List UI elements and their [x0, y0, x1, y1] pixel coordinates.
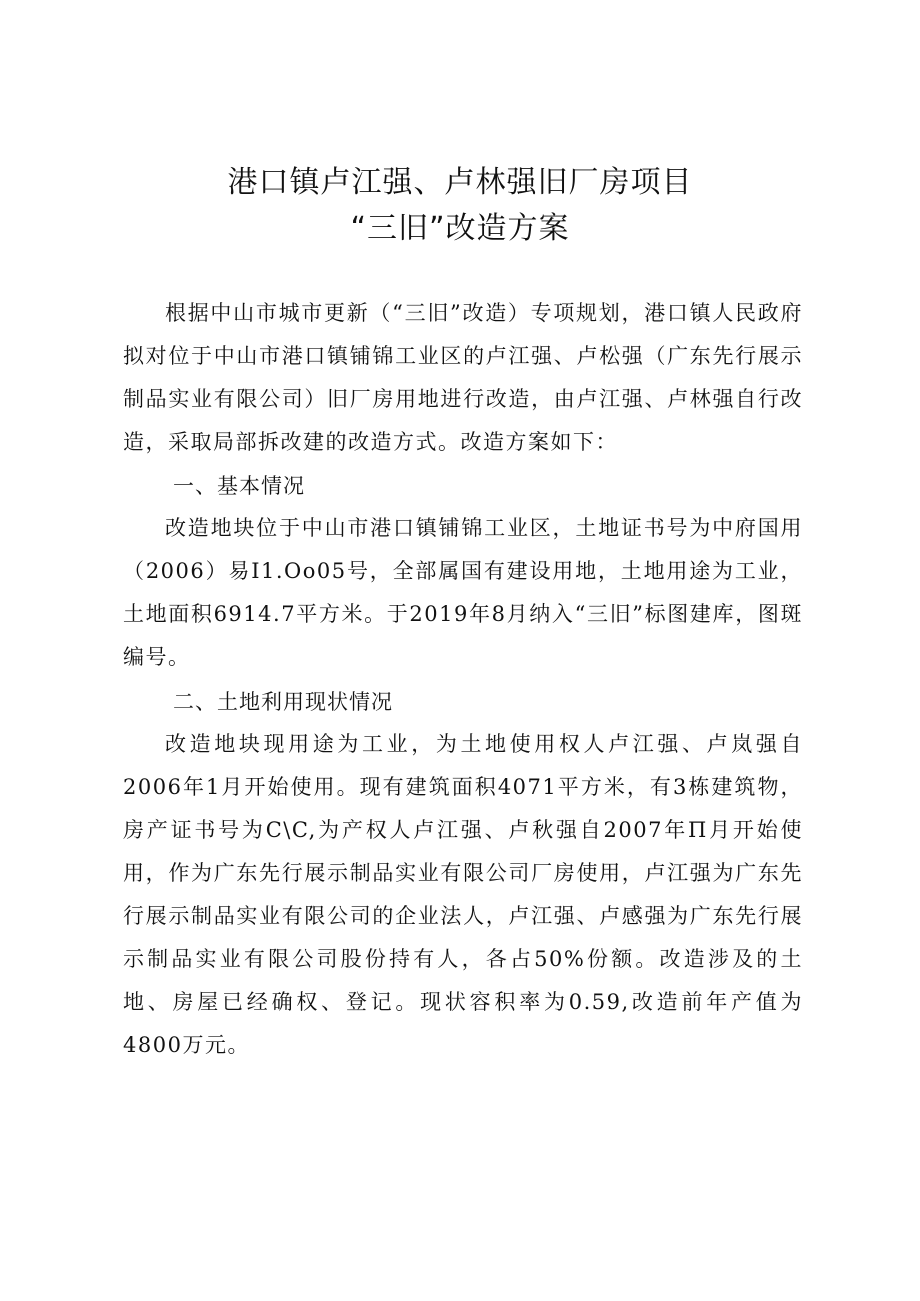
intro-section [123, 292, 803, 464]
section1-heading-wrap [123, 465, 803, 508]
intro-paragraph: 根据中山市城市更新（“三旧”改造）专项规划，港口镇人民政府拟对位于中山市港口镇铺锦工业区的卢江强、卢松强（广东先行展示制品实业有限公司）旧厂房用地进行改造，由卢江强、卢林强自行改造，采取局部拆改建的改造方式。改造方案如下： [123, 301, 803, 454]
document-title-line1: 港口镇卢江强、卢林强旧厂房项目 [227, 165, 693, 200]
section1-body-wrap [123, 507, 803, 679]
section2-paragraph: 改造地块现用途为工业，为土地使用权人卢江强、卢岚强自2006年1月开始使用。现有建筑面积4071平方米，有3栋建筑物，房产证书号为C\C,为产权人卢江强、卢秋强自2007年Π月开始使用，作为广东先行展示制品实业有限公司厂房使用，卢江强为广东先行展示制品实业有限公司的企业法人，卢江强、卢感强为广东先行展示制品实业有限公司股份持有人，各占50%份额。改造涉及的土地、房屋已经确权、登记。现状容积率为0.59,改造前年产值为4800万元。 [123, 732, 803, 1057]
section1-heading: 一、基本情况 [173, 474, 305, 498]
section2-body-wrap [123, 723, 803, 1067]
document-title-line2: “三旧”改造方案 [350, 211, 570, 246]
section2-heading-wrap [123, 681, 803, 724]
section2-heading: 二、土地利用现状情况 [173, 690, 393, 714]
section1-paragraph: 改造地块位于中山市港口镇铺锦工业区，土地证书号为中府国用（2006）易I1.Oo05号，全部属国有建设用地，土地用途为工业，土地面积6914.7平方米。于2019年8月纳入“三旧”标图建库，图斑编号。 [123, 516, 803, 669]
